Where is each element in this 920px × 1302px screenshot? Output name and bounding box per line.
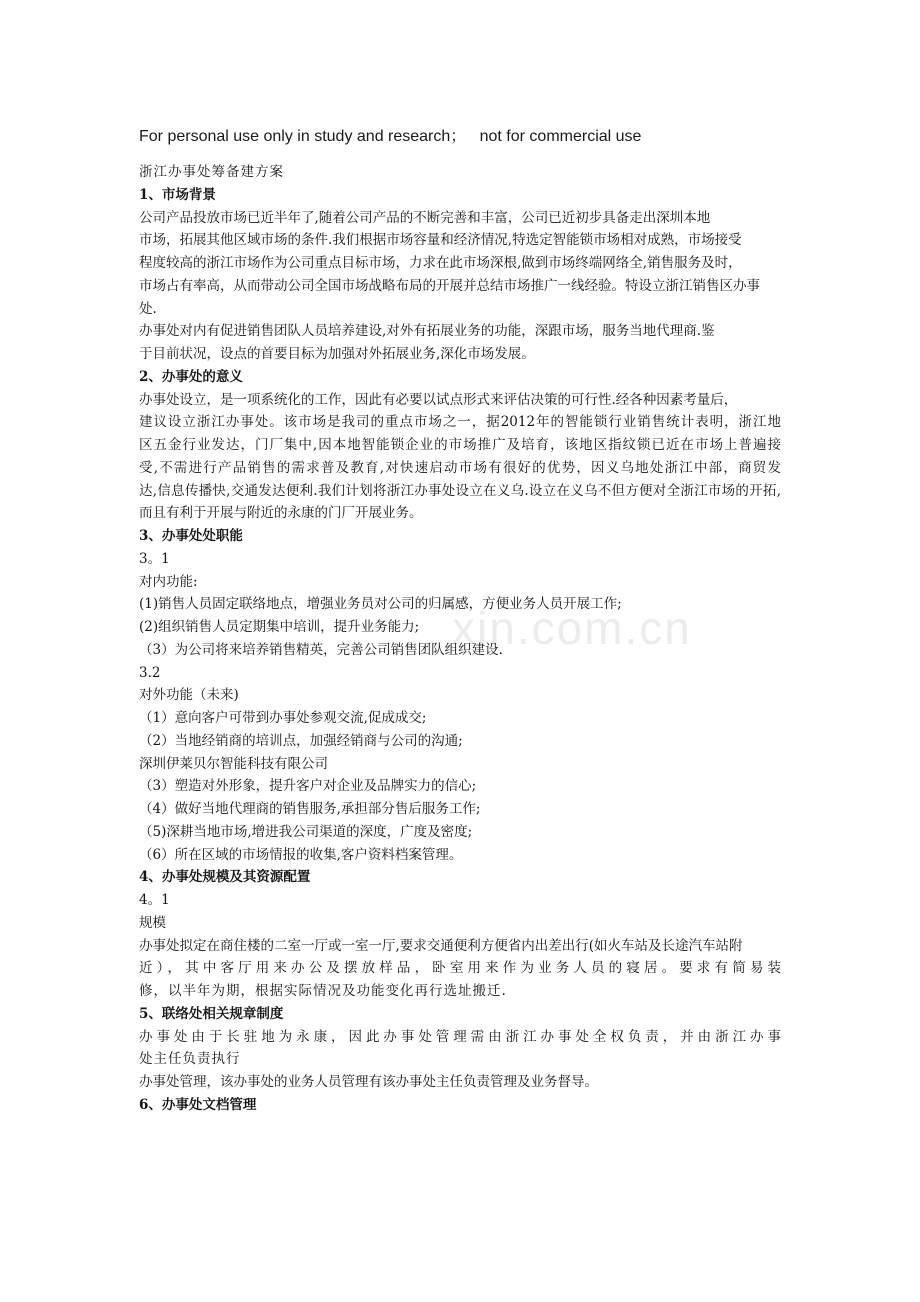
text-line: 修，以半年为期，根据实际情况及功能变化再行选址搬迁. [139,983,507,999]
text-line: 办事处管理，该办事处的业务人员管理有该办事处主任负责管理及业务督导。 [139,1074,598,1090]
text-line: 市场占有率高，从而带动公司全国市场战略布局的开展并总结市场推广一线经验。特设立浙江销售区办事 [139,277,760,294]
text-line: （3）为公司将来培养销售精英，完善公司销售团队组织建设. [139,641,503,658]
text-line: （6）所在区域的市场情报的收集,客户资料档案管理。 [139,846,463,863]
text-line: 3.2 [139,664,161,681]
text-line: 建议设立浙江办事处。该市场是我司的重点市场之一，据2012年的智能锁行业销售统计表明，浙江地 [139,414,781,431]
section-heading: 1、市场背景 [139,186,216,203]
text-line: 对内功能: [139,573,198,590]
text-line: （1）意向客户可带到办事处参观交流,促成成交; [139,710,427,726]
section-heading: 2、办事处的意义 [139,368,243,385]
text-line: （4）做好当地代理商的销售服务,承担部分售后服务工作; [139,801,481,817]
text-line: 3。1 [139,550,170,567]
text-line: 办事处对内有促进销售团队人员培养建设,对外有拓展业务的功能，深跟市场，服务当地代理商.鉴 [139,323,715,340]
document-body [139,161,781,1117]
text-line: 公司产品投放市场已近半年了,随着公司产品的不断完善和丰富，公司已近初步具备走出深圳本地 [139,209,711,226]
text-line: （5)深耕当地市场,增进我公司渠道的深度，广度及密度; [139,823,473,840]
text-line: (1)销售人员固定联络地点，增强业务员对公司的归属感，方便业务人员开展工作; [139,596,622,613]
text-line: 对外功能（未来) [139,687,239,704]
disclaimer-text: For personal use only in study and research； not for commercial use [139,128,642,145]
text-line: 受,不需进行产品销售的需求普及教育,对快速启动市场有很好的优势，因义乌地处浙江中部，商贸发 [139,459,781,476]
text-line: 办事处设立，是一项系统化的工作，因此有必要以试点形式来评估决策的可行性.经各种因素考量后， [139,391,738,408]
text-line: 区五金行业发达，门厂集中,因本地智能锁企业的市场推广及培育，该地区指纹锁已近在市场上普遍接 [139,437,781,453]
text-line: 深圳伊莱贝尔智能科技有限公司 [139,755,328,772]
text-line: (2)组织销售人员定期集中培训，提升业务能力; [139,619,420,635]
text-line: 而且有利于开展与附近的永康的门厂开展业务。 [139,505,423,522]
text-line: 市场，拓展其他区域市场的条件.我们根据市场容量和经济情况,特选定智能锁市场相对成熟，市场接受 [139,232,742,249]
section-heading: 6、办事处文档管理 [139,1096,257,1113]
text-line: 规模 [139,914,166,931]
text-line: 处. [139,300,157,317]
text-line: 于目前状况，设点的首要目标为加强对外拓展业务,深化市场发展。 [139,346,535,362]
text-line: 办事处拟定在商住楼的二室一厅或一室一厅,要求交通便利方便省内出差出行(如火车站及长途汽车站附 [139,937,743,954]
text-line: 达,信息传播快,交通发达便利.我们计划将浙江办事处设立在义乌.设立在义乌不但方便对全浙江市场的开拓, [139,482,781,499]
text-line: 办事处由于长驻地为永康，因此办事处管理需由浙江办事处全权负责，并由浙江办事 [139,1028,781,1045]
text-line: 浙江办事处筹备建方案 [139,164,284,180]
section-heading: 3、办事处处职能 [139,528,243,544]
text-line: 4。1 [139,892,170,908]
section-heading: 4、办事处规模及其资源配置 [139,869,311,886]
text-line: 处主任负责执行 [139,1051,241,1068]
text-line: （2）当地经销商的培训点，加强经销商与公司的沟通; [139,732,463,749]
text-line: 近），其中客厅用来办公及摆放样品，卧室用来作为业务人员的寝居。要求有简易装 [139,960,781,977]
watermark: xin.com.cn [452,602,692,654]
text-line: （3）塑造对外形象，提升客户对企业及品牌实力的信心; [139,778,477,795]
text-line: 程度较高的浙江市场作为公司重点目标市场，力求在此市场深根,做到市场终端网络全,销售服务及时， [139,255,742,271]
section-heading: 5、联络处相关规章制度 [139,1005,284,1022]
